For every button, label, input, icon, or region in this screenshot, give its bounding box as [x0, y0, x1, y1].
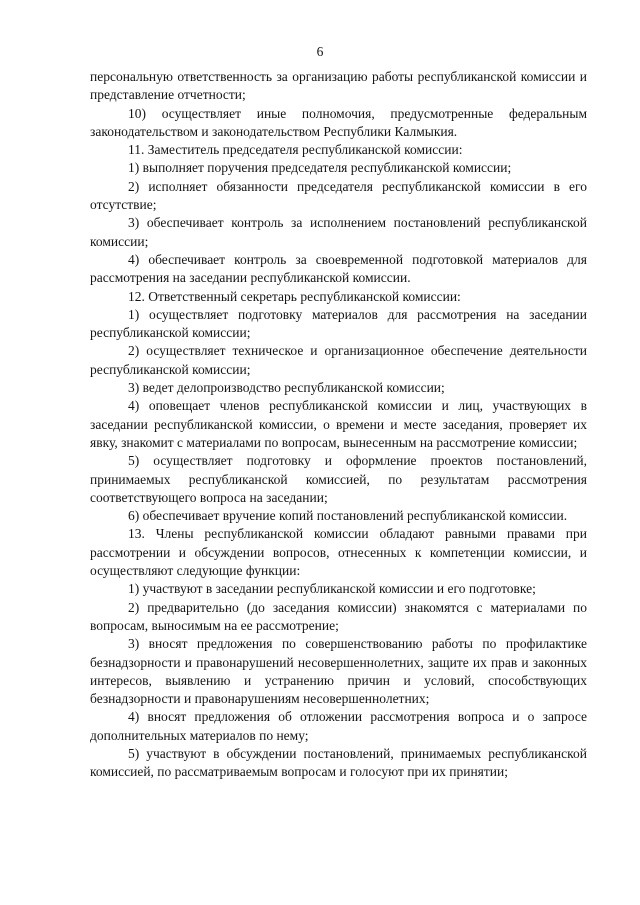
section-11-item-4: 4) обеспечивает контроль за своевременной подготовкой материалов для рассмотрения на заседании республиканской комиссии.	[90, 251, 587, 286]
section-12-item-5: 5) осуществляет подготовку и оформление проектов постановлений, принимаемых республиканской комиссией, по результатам рассмотрения соответствующего вопроса на заседании;	[90, 453, 587, 505]
section-13-item-1: 1) участвуют в заседании республиканской комиссии и его подготовке;	[128, 581, 536, 597]
section-13-item-5: 5) участвуют в обсуждении постановлений, принимаемых республиканской комиссией, по рассматриваемым вопросам и голосуют при их принятии;	[90, 745, 587, 780]
section-11-heading: 11. Заместитель председателя республиканской комиссии:	[128, 142, 463, 158]
paragraph-continuation: персональную ответственность за организацию работы республиканской комиссии и представление отчетности;	[90, 69, 587, 103]
section-12-item-6: 6) обеспечивает вручение копий постановлений республиканской комиссии.	[128, 508, 568, 524]
section-12-item-1: 1) осуществляет подготовку материалов для рассмотрения на заседании республиканской комиссии;	[90, 306, 587, 341]
section-11-item-2: 2) исполняет обязанности председателя республиканской комиссии в его отсутствие;	[90, 178, 587, 213]
section-12-item-2: 2) осуществляет техническое и организационное обеспечение деятельности республиканской комиссии;	[90, 343, 587, 377]
section-11-item-1: 1) выполняет поручения председателя республиканской комиссии;	[128, 160, 512, 176]
section-12-item-3: 3) ведет делопроизводство республиканской комиссии;	[128, 380, 445, 396]
document-body	[90, 68, 587, 782]
section-13-item-2: 2) предварительно (до заседания комиссии) знакомятся с материалами по вопросам, выносимым на ее рассмотрение;	[90, 599, 587, 633]
section-13-item-3: 3) вносят предложения по совершенствованию работы по профилактике безнадзорности и правонарушений несовершеннолетних, защите их прав и законных интересов, выявлению и устранению причин и условий, способствующих безнадзорности и правонарушениям несовершеннолетних;	[90, 636, 587, 707]
paragraph-item-10: 10) осуществляет иные полномочия, предусмотренные федеральным законодательством и законодательством Республики Калмыкия.	[90, 105, 587, 139]
section-11-item-3: 3) обеспечивает контроль за исполнением постановлений республиканской комиссии;	[90, 215, 587, 249]
section-12-heading: 12. Ответственный секретарь республиканской комиссии:	[128, 288, 461, 304]
section-13-heading: 13. Члены республиканской комиссии обладают равными правами при рассмотрении и обсуждении вопросов, отнесенных к компетенции комиссии, и осуществляют следующие функции:	[90, 526, 587, 579]
section-13-item-4: 4) вносят предложения об отложении рассмотрения вопроса и о запросе дополнительных материалов по нему;	[90, 709, 587, 743]
section-12-item-4: 4) оповещает членов республиканской комиссии и лиц, участвующих в заседании республиканской комиссии, о времени и месте заседания, проверяет их явку, знакомит с материалами по вопросам, вынесенным на рассмотрение комиссии;	[90, 398, 587, 450]
page-number: 6	[316, 44, 324, 59]
